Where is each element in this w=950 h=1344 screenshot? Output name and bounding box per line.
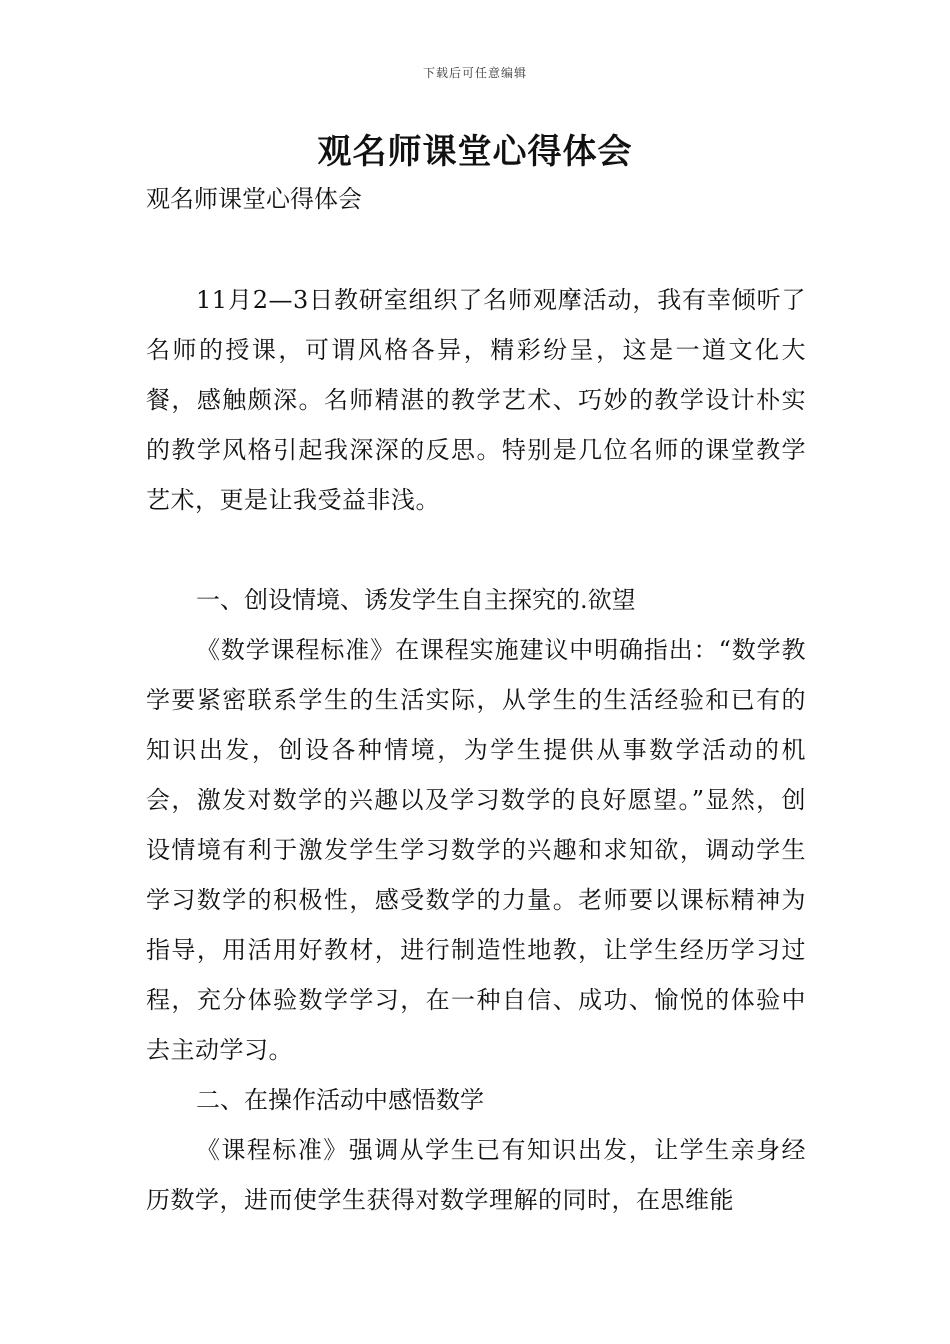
- section-heading-2: 二、在操作活动中感悟数学: [196, 1086, 484, 1114]
- document-body: [146, 175, 806, 1225]
- section-paragraph-2: 《课程标准》强调从学生已有知识出发，让学生亲身经历数学，进而使学生获得对数学理解的同时，在思维能: [146, 1136, 806, 1214]
- header-note: 下载后可任意编辑: [422, 66, 527, 80]
- document-subtitle: 观名师课堂心得体会: [146, 185, 362, 213]
- spacer: [146, 223, 806, 275]
- document-title: 观名师课堂心得体会: [317, 132, 633, 172]
- section-heading-1: 一、创设情境、诱发学生自主探究的.欲望: [196, 586, 636, 614]
- intro-paragraph: 11月2—3日教研室组织了名师观摩活动，我有幸倾听了名师的授课，可谓风格各异，精彩纷呈，这是一道文化大餐，感触颇深。名师精湛的教学艺术、巧妙的教学设计朴实的教学风格引起我深深的反思。特别是几位名师的课堂教学艺术，更是让我受益非浅。: [146, 286, 806, 514]
- section-paragraph-1: 《数学课程标准》在课程实施建议中明确指出：“数学教学要紧密联系学生的生活实际，从学生的生活经验和已有的知识出发，创设各种情境，为学生提供从事数学活动的机会，激发对数学的兴趣以及学习数学的良好愿望。”显然，创设情境有利于激发学生学习数学的兴趣和求知欲，调动学生学习数学的积极性，感受数学的力量。老师要以课标精神为指导，用活用好教材，进行制造性地教，让学生经历学习过程，充分体验数学学习，在一种自信、成功、愉悦的体验中去主动学习。: [146, 636, 806, 1064]
- spacer: [146, 525, 806, 575]
